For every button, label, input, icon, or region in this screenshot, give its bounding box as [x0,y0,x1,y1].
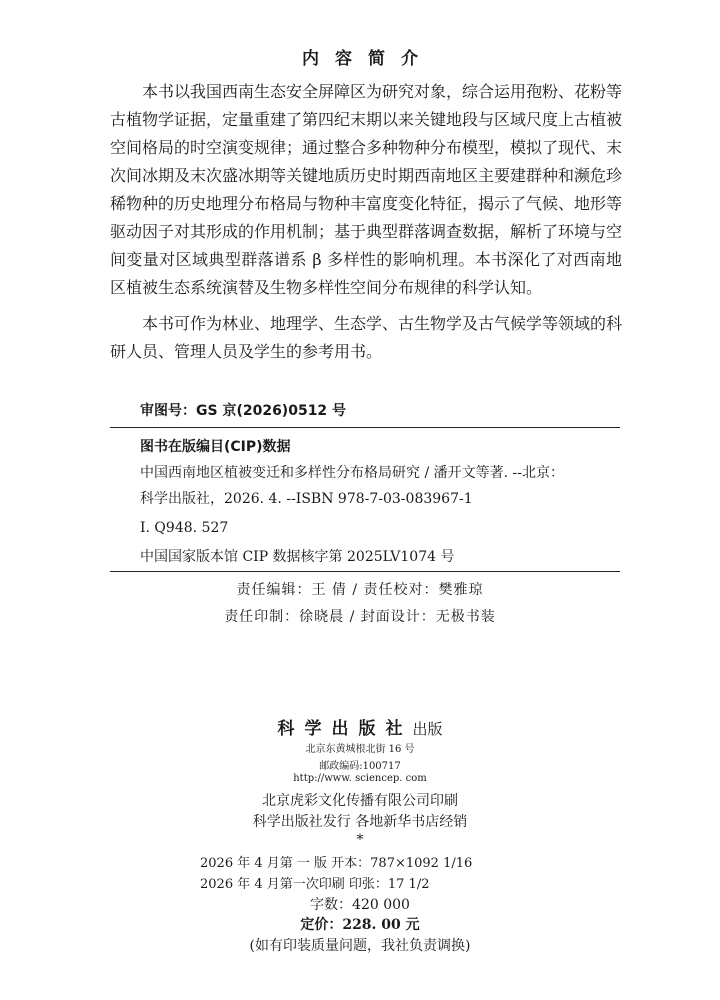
credits-printing-cover: 责任印制：徐晓晨 / 封面设计：无极书装 [224,609,496,625]
quality-notice: (如有印装质量问题，我社负责调换) [249,938,471,954]
printing-sheets: 2026 年 4 月第一次印刷 印张：17 1/2 [200,877,430,892]
credits-editor-proofreader: 责任编辑：王 倩 / 责任校对：樊雅琼 [236,582,484,598]
intro-paragraph-1 [110,78,622,302]
publisher-address: 北京东黄城根北街 16 号 [305,744,415,755]
publisher-name: 科学出版社 [277,719,413,739]
intro-line: 驱动因子对其形成的作用机制；基于典型群落调查数据，解析了环境与空 [110,222,623,241]
intro-line: 本书可作为林业、地理学、生态学、古生物学及古气候学等领域的科 [142,314,623,333]
intro-line: 本书以我国西南生态安全屏障区为研究对象，综合运用孢粉、花粉等 [142,82,623,101]
cip-heading: 图书在版编目(CIP)数据 [140,439,291,455]
publisher-suffix: 出版 [412,720,443,738]
intro-line: 次间冰期及末次盛冰期等关键地质历史时期西南地区主要建群种和濒危珍 [110,166,623,185]
divider [110,571,620,572]
section-title: 内容简介 [302,49,434,69]
intro-line: 间变量对区域典型群落谱系 β 多样性的影响机理。本书深化了对西南地 [110,250,622,269]
cip-record-line: 中国西南地区植被变迁和多样性分布格局研究 / 潘开文等著. --北京： [140,465,564,481]
separator-asterisk: * [356,832,364,848]
publisher-postcode: 邮政编码:100717 [319,761,401,772]
divider [110,427,620,428]
cip-classification: Ⅰ. Q948. 527 [140,520,229,536]
cip-check-number: 中国国家版本馆 CIP 数据核字第 2025LV1074 号 [140,549,455,565]
price: 定价：228. 00 元 [300,917,420,933]
intro-line: 区植被生态系统演替及生物多样性空间分布规律的科学认知。 [110,278,543,297]
distribution: 科学出版社发行 各地新华书店经销 [252,814,468,830]
intro-paragraph-2 [110,310,622,366]
publisher-line [0,714,720,739]
word-count: 字数：420 000 [310,897,410,913]
cip-record [140,460,620,512]
cip-record-line: 科学出版社，2026. 4. --ISBN 978-7-03-083967-1 [140,491,473,507]
printer: 北京虎彩文化传播有限公司印刷 [262,793,458,809]
intro-line: 古植物学证据，定量重建了第四纪末期以来关键地段与区域尺度上古植被 [110,110,623,129]
publisher-website: http://www. sciencep. com [293,773,427,784]
intro-line: 研人员、管理人员及学生的参考用书。 [110,342,383,361]
edition-format: 2026 年 4 月第 一 版 开本：787×1092 1/16 [200,856,473,871]
map-approval-number: 审图号：GS 京(2026)0512 号 [140,403,347,419]
intro-line: 稀物种的历史地理分布格局与物种丰富度变化特征，揭示了气候、地形等 [110,194,623,213]
intro-line: 空间格局的时空演变规律；通过整合多种物种分布模型，模拟了现代、末 [110,138,623,157]
